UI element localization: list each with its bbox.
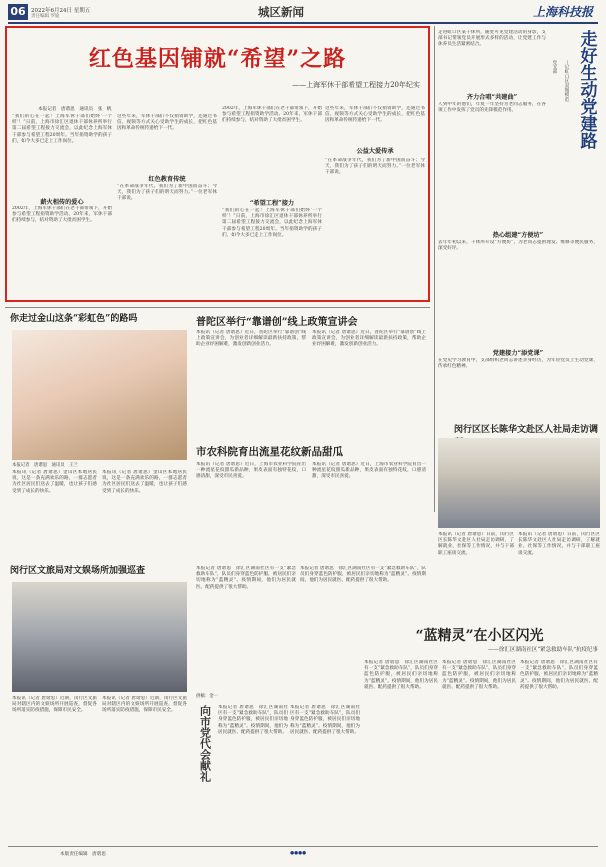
elves-title[interactable]: “蓝精灵”在小区闪光 <box>415 628 544 644</box>
right-vertical-subtitle-2-text: 党支部 <box>551 60 557 74</box>
right-subheading-2: 热心组建“方便坊” <box>492 232 544 239</box>
lead-subheading-3: 红色教育传统 <box>148 176 186 183</box>
expo-title[interactable]: 普陀区举行“靠谱创”线上政策宣讲会 <box>196 317 358 328</box>
page-number: 06 <box>8 4 28 20</box>
right-paragraph-3: 去年年初以来，干休所开设“方便坊”，为老同志提供理发、维修等便民服务，深受好评。 <box>438 240 598 252</box>
editor-line: 责任编辑 罗迪 <box>31 14 60 19</box>
footer-rule <box>8 846 598 847</box>
lead-paragraph-3: 这些年来，军休干部们不仅捐资助学，还通过书信、视频等方式关心受助学生的成长，把红色基因和革命传统传递给下一代。 <box>117 114 217 132</box>
inspect-title[interactable]: 闵行区文旅局对文娱场所加强巡查 <box>10 566 146 576</box>
party-text-b: 本报记者 唐谐思 徐汇区湖南社区有一支“紧急救助车队”，队员们身穿蓝色防护服，被居民们亲切地称为“蓝精灵”。疫情期间，他们为居民就医、配药提供了很大帮助。 <box>300 566 426 584</box>
party-text-a: 本报记者 唐谐思 徐汇区湖南社区有一支“紧急救助车队”，队员们身穿蓝色防护服，被居民们亲切地称为“蓝精灵”。疫情期间，他们为居民就医、配药提供了很大帮助。 <box>196 566 296 590</box>
newspaper-logo: 上海科技报 <box>533 5 594 19</box>
inspect-photo <box>12 582 187 692</box>
section-title: 城区新闻 <box>258 5 304 19</box>
elves-subtitle: ——徐汇区湖南社区“紧急救助车队”抗疫纪事 <box>487 647 598 653</box>
party-text-c: 本报记者 唐谐思 徐汇区湖南社区有一支“紧急救助车队”，队员们身穿蓝色防护服，被居民们亲切地称为“蓝精灵”。疫情期间，他们为居民就医、配药提供了很大帮助。 <box>218 705 288 735</box>
expo-text-a: 本报讯（记者 唐谐思）近日，普陀区举行“靠谱创”线上政策宣讲会，为创业者详细解读最新扶持政策，帮助企业纾困解难，激发创新创业活力。 <box>196 330 306 348</box>
party-text-d: 本报记者 唐谐思 徐汇区湖南社区有一支“紧急救助车队”，队员们身穿蓝色防护服，被居民们亲切地称为“蓝精灵”。疫情期间，他们为居民就医、配药提供了很大帮助。 <box>290 705 360 735</box>
lead-byline: 本报记者 唐谐思 通讯员 张 帆 <box>38 107 112 112</box>
expo-text-b: 本报讯（记者 唐谐思）近日，普陀区举行“靠谱创”线上政策宣讲会，为创业者详细解读最新扶持政策，帮助企业纾困解难，激发创新创业活力。 <box>312 330 426 348</box>
footer-dots: ●●●● <box>290 851 307 856</box>
right-subheading-3: 党建接力“添党课” <box>492 350 544 357</box>
lead-paragraph-8: “在革命战争年代，我们为了新中国而奋斗；今天，我们为了孩子们的明天而努力。”一位老军休干部说。 <box>325 158 425 176</box>
lead-paragraph-1: “我们的心在一起！上海军休干部们始终‘一个样’！”日前，上海市徐汇区退休干部休养所举行第二届希望工程接力交流会，以此纪念上海军休干部参与希望工程20周年。当年捐资助学的孩子们，如今大多已走上工作岗位。 <box>12 114 112 144</box>
lead-paragraph-2: 2002年，上海军休干部们在老干部带领下，开始参与希望工程捐资助学活动。20年来，军休干部们持续参与，结对资助了大批贫困学生。 <box>12 206 112 224</box>
elves-text-a: 本报记者 唐谐思 徐汇区湖南社区有一支“紧急救助车队”，队员们身穿蓝色防护服，被居民们亲切地称为“蓝精灵”。疫情期间，他们为居民就医、配药提供了很大帮助。 <box>364 660 438 690</box>
inspect-text-a: 本报讯（记者 唐谐思）近期，闵行区文旅局对辖区内的文娱场所开展巡查，督促各场所落实防疫措施，保障市民安全。 <box>12 696 97 714</box>
lead-paragraph-6: “我们的心在一起！上海军休干部们始终‘一个样’！”日前，上海市徐汇区退休干部休养所举行第二届希望工程接力交流会，以此纪念上海军休干部参与希望工程20周年。当年捐资助学的孩子们，如今大多已走上工作岗位。 <box>222 208 322 238</box>
elves-text-c: 本报记者 唐谐思 徐汇区湖南社区有一支“紧急救助车队”，队员们身穿蓝色防护服，被居民们亲切地称为“蓝精灵”。疫情期间，他们为居民就医、配药提供了很大帮助。 <box>520 660 598 690</box>
expo2-text: 本报讯（记者 唐谐思）日前，闵行区区长陈华文赴区人社局走访调研，了解就业、社保等工作情况，并与干部职工座谈交流。 <box>438 532 514 556</box>
lead-subheading-2: “希望工程”接力 <box>249 200 295 207</box>
lead-subheading-4: 公益大爱传承 <box>356 148 394 155</box>
lead-title[interactable]: 红色基因铺就“希望”之路 <box>88 46 347 72</box>
right-vertical-title[interactable] <box>573 30 599 149</box>
expo2-photo <box>438 438 600 528</box>
melon-text-b: 本报讯（记者 唐谐思）近日，上海市农业科学院育出一种流星花纹甜瓜新品种，果皮表面有独特花纹，口感清甜，深受市民喜爱。 <box>312 462 426 480</box>
melon-text-a: 本报讯（记者 唐谐思）近日，上海市农业科学院育出一种流星花纹甜瓜新品种，果皮表面有独特花纹，口感清甜，深受市民喜爱。 <box>196 462 306 480</box>
right-paragraph-4: 在党史学习教育中，支部组织老同志讲述亲身经历，为年轻党员上生动党课，传承红色精神。 <box>438 358 598 370</box>
lead-subtitle: ——上海军休干部希望工程接力20年纪实 <box>292 81 420 89</box>
lead-paragraph-5: 2002年，上海军休干部们在老干部带领下，开始参与希望工程捐资助学活动。20年来，军休干部们持续参与，结对资助了大批贫困学生。 <box>222 106 322 124</box>
lead-paragraph-4: “在革命战争年代，我们为了新中国而奋斗；今天，我们为了孩子们的明天而努力。”一位老军休干部说。 <box>117 184 217 202</box>
right-paragraph-2: 人到中年的他们，年复一年坚持为老同志服务，在各项工作中发挥了党员的先锋模范作用。 <box>438 102 546 114</box>
wedding-text-a: 本报讯（记者 唐谐思）金山区本地居民说，这是一条充满欢乐的路，一群志愿者为社区居民们送去了温暖，也让孩子们感受到了成长的快乐。 <box>12 470 97 494</box>
elves-text-b: 本报记者 唐谐思 徐汇区湖南社区有一支“紧急救助车队”，队员们身穿蓝色防护服，被居民们亲切地称为“蓝精灵”。疫情期间，他们为居民就医、配药提供了很大帮助。 <box>442 660 516 690</box>
expo2-title[interactable]: 闵行区区长陈华文赴区人社局走访调 <box>454 425 599 435</box>
expo2-text-b: 本报讯（记者 唐谐思）日前，闵行区区长陈华文赴区人社局走访调研，了解就业、社保等工作情况，并与干部职工座谈交流。 <box>518 532 600 556</box>
inspect-text-b: 本报讯（记者 唐谐思）近期，闵行区文旅局对辖区内的文娱场所开展巡查，督促各场所落实防疫措施，保障市民安全。 <box>102 696 187 714</box>
melon-title[interactable]: 市农科院育出流星花纹新品甜瓜 <box>196 446 343 458</box>
footer-editor: 本版责任编辑 唐谐思 <box>60 852 106 857</box>
wedding-title[interactable]: 你走过金山这条“彩虹色”的路吗 <box>10 314 138 324</box>
lead-paragraph-7: 这些年来，军休干部们不仅捐资助学，还通过书信、视频等方式关心受助学生的成长，把红色基因和革命传统传递给下一代。 <box>325 106 425 124</box>
date-line: 2022年6月24日 星期五 <box>31 8 91 14</box>
party-vertical-title-text: 向市党代会献礼 <box>198 705 212 782</box>
lead-subheading-1: 薪火相传的爱心 <box>40 199 84 206</box>
party-author: 供稿：金一 <box>196 694 218 699</box>
section-rule <box>5 307 430 308</box>
right-paragraph-1: 走进虹口区某干休所，随处可见党建活动的身影，支部书记带领党员开展形式多样的活动，让党建工作与休养员生活紧密结合。 <box>438 30 546 48</box>
right-vertical-subtitle-text: —记虹口区双拥模范 <box>563 60 569 102</box>
right-vertical-title-text: 走好生动党建路 <box>576 30 597 149</box>
column-divider <box>434 26 435 512</box>
party-vertical-title[interactable] <box>196 705 214 782</box>
right-subheading-1: 齐力合唱“共建曲” <box>466 94 518 101</box>
right-vertical-subtitle-2 <box>549 60 559 74</box>
right-vertical-subtitle <box>561 60 571 101</box>
wedding-photo <box>12 330 187 460</box>
header-rule <box>8 22 598 24</box>
wedding-caption: 本报记者 唐谐思 通讯员 王兰 <box>12 463 78 468</box>
wedding-text-b: 本报讯（记者 唐谐思）金山区本地居民说，这是一条充满欢乐的路，一群志愿者为社区居民们送去了温暖，也让孩子们感受到了成长的快乐。 <box>102 470 187 494</box>
